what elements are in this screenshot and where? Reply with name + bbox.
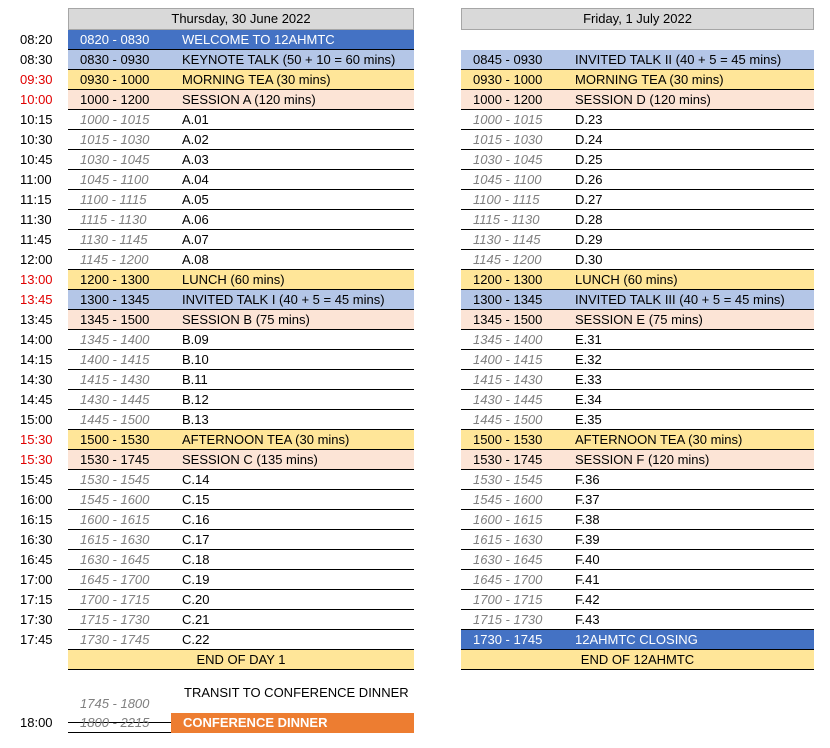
row-time: 1015 - 1030 xyxy=(80,132,150,147)
row-desc: MORNING TEA (30 mins) xyxy=(182,72,331,87)
row-desc: A.03 xyxy=(182,152,209,167)
schedule-row xyxy=(68,70,414,90)
row-time: 1115 - 1130 xyxy=(473,212,540,227)
schedule-row xyxy=(68,290,414,310)
row-time: 1415 - 1430 xyxy=(473,372,543,387)
row-time: 1200 - 1300 xyxy=(80,272,150,287)
row-time: 1030 - 1045 xyxy=(80,152,150,167)
row-desc: B.10 xyxy=(182,352,209,367)
schedule-row xyxy=(461,570,814,590)
row-time: 1615 - 1630 xyxy=(473,532,543,547)
schedule-row xyxy=(68,590,414,610)
left-time: 17:45 xyxy=(20,632,53,647)
row-desc: C.20 xyxy=(182,592,210,607)
row-time: 1130 - 1145 xyxy=(473,232,541,247)
schedule-row xyxy=(68,490,414,510)
row-desc: F.37 xyxy=(575,492,600,507)
row-time: 1630 - 1645 xyxy=(473,552,543,567)
left-time: 10:15 xyxy=(20,112,53,127)
row-time: 1415 - 1430 xyxy=(80,372,150,387)
schedule-row xyxy=(461,550,814,570)
schedule-row xyxy=(461,490,814,510)
left-time: 10:45 xyxy=(20,152,53,167)
row-desc: D.30 xyxy=(575,252,603,267)
left-time: 13:00 xyxy=(20,272,53,287)
schedule-row xyxy=(68,170,414,190)
schedule-row xyxy=(68,210,414,230)
row-desc: F.43 xyxy=(575,612,600,627)
left-time: 08:30 xyxy=(20,52,53,67)
row-desc: E.34 xyxy=(575,392,602,407)
row-time: 1500 - 1530 xyxy=(80,432,150,447)
row-desc: END OF 12AHMTC xyxy=(580,652,695,667)
schedule-row xyxy=(68,650,414,670)
schedule-row xyxy=(461,630,814,650)
row-desc: END OF DAY 1 xyxy=(196,652,286,667)
row-time: 0820 - 0830 xyxy=(80,32,150,47)
row-desc: C.17 xyxy=(182,532,210,547)
row-desc: C.14 xyxy=(182,472,210,487)
row-desc: B.09 xyxy=(182,332,209,347)
row-desc: C.22 xyxy=(182,632,210,647)
row-time: 1700 - 1715 xyxy=(473,592,543,607)
row-desc: 12AHMTC CLOSING xyxy=(575,632,698,647)
row-time: 1700 - 1715 xyxy=(80,592,150,607)
dinner-time: 1800 - 2215 xyxy=(80,715,150,730)
row-time: 1530 - 1545 xyxy=(80,472,150,487)
left-time: 10:00 xyxy=(20,92,53,107)
left-time: 10:30 xyxy=(20,132,53,147)
schedule-row xyxy=(461,450,814,470)
schedule-row xyxy=(461,290,814,310)
friday-header: Friday, 1 July 2022 xyxy=(461,8,814,30)
left-time: 15:45 xyxy=(20,472,53,487)
row-time: 1600 - 1615 xyxy=(80,512,150,527)
schedule-row xyxy=(461,110,814,130)
row-desc: D.25 xyxy=(575,152,603,167)
schedule-row xyxy=(68,30,414,50)
row-time: 0930 - 1000 xyxy=(473,72,543,87)
row-desc: F.38 xyxy=(575,512,600,527)
schedule-row xyxy=(461,330,814,350)
row-time: 1130 - 1145 xyxy=(80,232,148,247)
row-desc: INVITED TALK III (40 + 5 = 45 mins) xyxy=(575,292,785,307)
row-time: 1530 - 1745 xyxy=(473,452,543,467)
row-desc: F.41 xyxy=(575,572,600,587)
dinner-row xyxy=(68,713,414,733)
row-time: 1000 - 1200 xyxy=(80,92,150,107)
schedule-row xyxy=(461,350,814,370)
left-time: 13:45 xyxy=(20,292,53,307)
left-time: 15:30 xyxy=(20,432,53,447)
row-desc: INVITED TALK II (40 + 5 = 45 mins) xyxy=(575,52,782,67)
row-time: 1400 - 1415 xyxy=(80,352,150,367)
schedule-row xyxy=(68,450,414,470)
schedule-row xyxy=(68,250,414,270)
row-time: 1545 - 1600 xyxy=(80,492,150,507)
row-desc: E.31 xyxy=(575,332,602,347)
row-desc: SESSION C (135 mins) xyxy=(182,452,318,467)
row-time: 0845 - 0930 xyxy=(473,52,543,67)
thursday-header: Thursday, 30 June 2022 xyxy=(68,8,414,30)
schedule-row xyxy=(68,190,414,210)
schedule-row xyxy=(461,510,814,530)
schedule-row xyxy=(68,370,414,390)
row-desc: B.11 xyxy=(182,372,208,387)
left-time: 11:15 xyxy=(20,192,52,207)
row-desc: INVITED TALK I (40 + 5 = 45 mins) xyxy=(182,292,385,307)
row-time: 1345 - 1400 xyxy=(80,332,150,347)
left-time: 15:30 xyxy=(20,452,53,467)
row-desc: A.05 xyxy=(182,192,209,207)
schedule-row xyxy=(461,70,814,90)
row-time: 1300 - 1345 xyxy=(80,292,150,307)
schedule-row xyxy=(461,270,814,290)
row-desc: SESSION E (75 mins) xyxy=(575,312,703,327)
row-time: 1100 - 1115 xyxy=(473,192,540,207)
schedule-row xyxy=(461,610,814,630)
row-time: 1430 - 1445 xyxy=(473,392,543,407)
row-time: 1600 - 1615 xyxy=(473,512,543,527)
row-time: 0830 - 0930 xyxy=(80,52,150,67)
row-time: 1530 - 1745 xyxy=(80,452,150,467)
schedule-row xyxy=(461,370,814,390)
schedule-row xyxy=(461,190,814,210)
schedule-row xyxy=(68,50,414,70)
row-time: 1630 - 1645 xyxy=(80,552,150,567)
left-time: 14:15 xyxy=(20,352,53,367)
schedule-row xyxy=(461,250,814,270)
row-time: 1530 - 1545 xyxy=(473,472,543,487)
row-time: 1430 - 1445 xyxy=(80,392,150,407)
schedule-row xyxy=(68,330,414,350)
row-desc: D.29 xyxy=(575,232,603,247)
row-desc: KEYNOTE TALK (50 + 10 = 60 mins) xyxy=(182,52,396,67)
dinner-desc: CONFERENCE DINNER xyxy=(171,713,414,733)
row-desc: LUNCH (60 mins) xyxy=(575,272,678,287)
row-time: 1045 - 1100 xyxy=(473,172,542,187)
schedule-row xyxy=(461,30,814,50)
row-time: 1730 - 1745 xyxy=(80,632,150,647)
left-time: 14:30 xyxy=(20,372,53,387)
schedule-row xyxy=(461,170,814,190)
schedule-row xyxy=(68,230,414,250)
schedule-row xyxy=(68,390,414,410)
row-desc: A.02 xyxy=(182,132,209,147)
schedule-row xyxy=(461,150,814,170)
row-desc: A.06 xyxy=(182,212,209,227)
schedule-row xyxy=(461,470,814,490)
transit-row xyxy=(68,682,414,711)
row-desc: A.01 xyxy=(182,112,209,127)
row-desc: D.24 xyxy=(575,132,603,147)
row-desc: D.26 xyxy=(575,172,603,187)
row-desc: AFTERNOON TEA (30 mins) xyxy=(575,432,743,447)
schedule-row xyxy=(461,210,814,230)
row-time: 1445 - 1500 xyxy=(80,412,150,427)
row-time: 1715 - 1730 xyxy=(80,612,150,627)
schedule-row xyxy=(68,110,414,130)
row-desc: MORNING TEA (30 mins) xyxy=(575,72,724,87)
schedule-row xyxy=(68,90,414,110)
schedule-row xyxy=(68,510,414,530)
row-desc: WELCOME TO 12AHMTC xyxy=(182,32,335,47)
row-time: 1545 - 1600 xyxy=(473,492,543,507)
schedule-row xyxy=(68,430,414,450)
schedule-row xyxy=(68,270,414,290)
row-time: 1645 - 1700 xyxy=(80,572,150,587)
schedule-row xyxy=(68,530,414,550)
row-time: 0930 - 1000 xyxy=(80,72,150,87)
schedule-row xyxy=(461,530,814,550)
row-desc: A.04 xyxy=(182,172,209,187)
row-desc: E.35 xyxy=(575,412,602,427)
row-time: 1400 - 1415 xyxy=(473,352,543,367)
row-desc: SESSION A (120 mins) xyxy=(182,92,316,107)
row-desc: E.33 xyxy=(575,372,602,387)
row-time: 1115 - 1130 xyxy=(80,212,147,227)
row-desc: F.39 xyxy=(575,532,600,547)
schedule-row xyxy=(461,590,814,610)
row-desc: B.13 xyxy=(182,412,209,427)
schedule-row xyxy=(461,650,814,670)
transit-desc: TRANSIT TO CONFERENCE DINNER xyxy=(184,685,409,700)
schedule-row xyxy=(68,570,414,590)
row-desc: SESSION D (120 mins) xyxy=(575,92,711,107)
row-time: 1730 - 1745 xyxy=(473,632,543,647)
row-desc: LUNCH (60 mins) xyxy=(182,272,285,287)
schedule-row xyxy=(461,310,814,330)
row-time: 1300 - 1345 xyxy=(473,292,543,307)
row-time: 1000 - 1015 xyxy=(473,112,543,127)
row-desc: D.23 xyxy=(575,112,603,127)
row-time: 1645 - 1700 xyxy=(473,572,543,587)
row-time: 1145 - 1200 xyxy=(80,252,149,267)
row-time: 1715 - 1730 xyxy=(473,612,543,627)
schedule-row xyxy=(68,610,414,630)
row-time: 1615 - 1630 xyxy=(80,532,150,547)
row-time: 1345 - 1400 xyxy=(473,332,543,347)
left-time: 11:30 xyxy=(20,212,52,227)
left-time: 08:20 xyxy=(20,32,53,47)
row-desc: F.42 xyxy=(575,592,600,607)
schedule-row xyxy=(68,150,414,170)
schedule-row xyxy=(461,50,814,70)
row-desc: SESSION B (75 mins) xyxy=(182,312,310,327)
row-desc: B.12 xyxy=(182,392,209,407)
row-desc: C.16 xyxy=(182,512,210,527)
row-desc: SESSION F (120 mins) xyxy=(575,452,710,467)
left-time: 16:15 xyxy=(20,512,53,527)
schedule-row xyxy=(461,230,814,250)
row-desc: D.28 xyxy=(575,212,603,227)
row-time: 1345 - 1500 xyxy=(473,312,543,327)
left-time: 17:30 xyxy=(20,612,53,627)
left-time: 11:00 xyxy=(20,172,52,187)
schedule-row xyxy=(461,390,814,410)
row-desc: AFTERNOON TEA (30 mins) xyxy=(182,432,350,447)
row-desc: D.27 xyxy=(575,192,603,207)
row-desc: A.08 xyxy=(182,252,209,267)
schedule-row xyxy=(461,130,814,150)
left-time: 11:45 xyxy=(20,232,52,247)
row-time: 1145 - 1200 xyxy=(473,252,542,267)
dinner-left-time: 18:00 xyxy=(20,715,53,730)
schedule-row xyxy=(68,470,414,490)
schedule-row xyxy=(68,630,414,650)
row-desc: C.18 xyxy=(182,552,210,567)
left-time: 17:15 xyxy=(20,592,53,607)
schedule-row xyxy=(68,130,414,150)
row-desc: F.36 xyxy=(575,472,600,487)
schedule-row xyxy=(68,550,414,570)
row-desc: C.19 xyxy=(182,572,210,587)
schedule-row xyxy=(461,90,814,110)
row-desc: C.21 xyxy=(182,612,210,627)
row-time: 1045 - 1100 xyxy=(80,172,149,187)
schedule-row xyxy=(68,350,414,370)
row-desc: E.32 xyxy=(575,352,602,367)
left-time: 13:45 xyxy=(20,312,53,327)
left-time: 09:30 xyxy=(20,72,53,87)
schedule-row xyxy=(461,430,814,450)
schedule-row xyxy=(68,310,414,330)
left-time: 16:00 xyxy=(20,492,53,507)
left-time: 17:00 xyxy=(20,572,53,587)
row-time: 1015 - 1030 xyxy=(473,132,543,147)
row-time: 1500 - 1530 xyxy=(473,432,543,447)
row-desc: A.07 xyxy=(182,232,209,247)
row-time: 1000 - 1015 xyxy=(80,112,150,127)
row-time: 1030 - 1045 xyxy=(473,152,543,167)
schedule-row xyxy=(461,410,814,430)
schedule-row xyxy=(68,410,414,430)
row-time: 1000 - 1200 xyxy=(473,92,543,107)
row-time: 1100 - 1115 xyxy=(80,192,147,207)
row-desc: C.15 xyxy=(182,492,210,507)
row-time: 1345 - 1500 xyxy=(80,312,150,327)
left-time: 14:00 xyxy=(20,332,53,347)
left-time: 14:45 xyxy=(20,392,53,407)
row-time: 1200 - 1300 xyxy=(473,272,543,287)
left-time: 16:30 xyxy=(20,532,53,547)
left-time: 16:45 xyxy=(20,552,53,567)
row-desc: F.40 xyxy=(575,552,600,567)
row-time: 1445 - 1500 xyxy=(473,412,543,427)
left-time: 12:00 xyxy=(20,252,53,267)
left-time: 15:00 xyxy=(20,412,53,427)
transit-time: 1745 - 1800 xyxy=(80,696,150,711)
